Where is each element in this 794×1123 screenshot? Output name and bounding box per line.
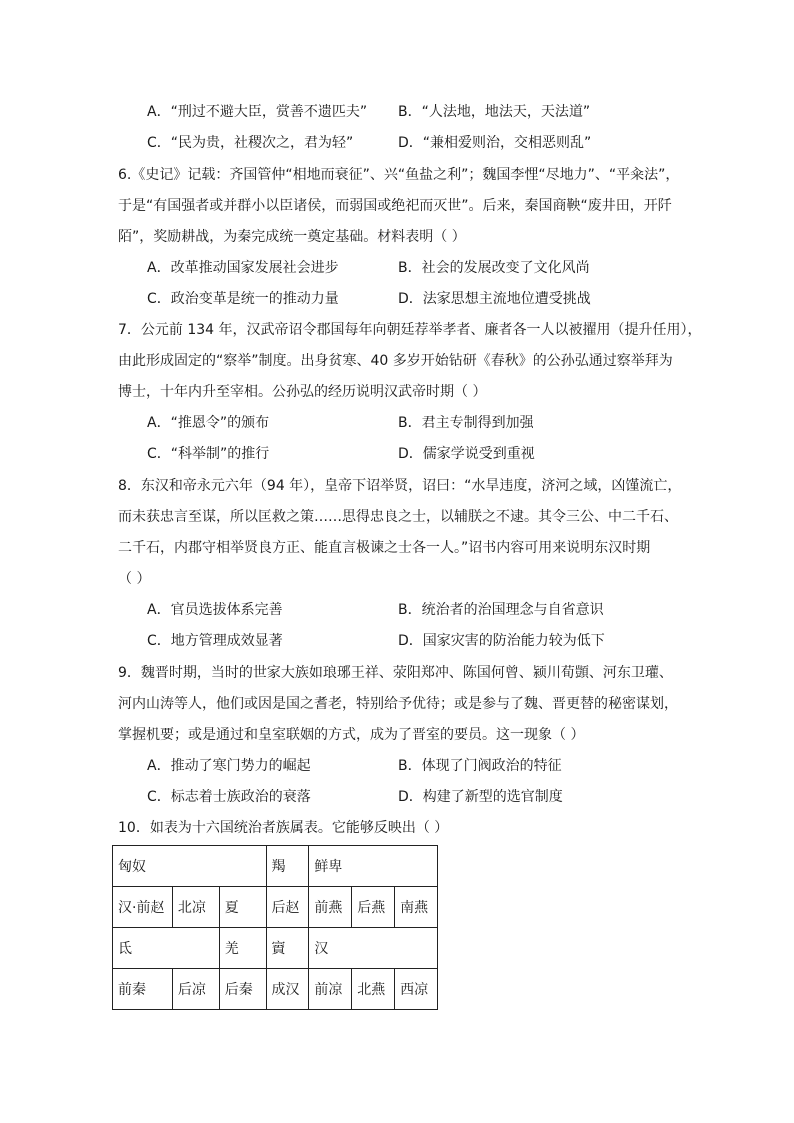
table-cell: 后燕: [352, 887, 395, 928]
q9-option-b: B．体现了门阀政治的特征: [398, 758, 562, 774]
q8-option-b: B．统治者的治国理念与自省意识: [398, 602, 604, 618]
q9-option-a: A．推动了寒门势力的崛起: [147, 758, 311, 774]
table-cell: 后赵: [266, 887, 309, 928]
q8-stem-line-1: 8．东汉和帝永元六年（94 年），皇帝下诏举贤，诏曰：“水旱违度，济河之域，凶馑流亡，: [118, 478, 682, 494]
q9-option-d: D．构建了新型的选官制度: [398, 789, 563, 805]
q5-option-c: C．“民为贵，社稷次之，君为轻”: [147, 135, 354, 151]
q7-option-d: D．儒家学说受到重视: [398, 446, 535, 462]
table-cell: 賨: [266, 928, 309, 969]
q9-option-c: C．标志着士族政治的衰落: [147, 789, 311, 805]
q6-stem-line-2: 于是“有国强者或并群小以臣诸侯，而弱国或绝祀而灭世”。后来，秦国商鞅“废井田，开阡: [118, 198, 672, 214]
table-cell: 西凉: [395, 969, 438, 1010]
q8-stem-line-3: 二千石，内郡守相举贤良方正、能直言极谏之士各一人。”诏书内容可用来说明东汉时期: [118, 540, 651, 556]
table-cell: 汉: [309, 928, 438, 969]
tribe-table: [112, 845, 438, 1010]
q5-option-a: A．“刑过不避大臣，赏善不遗匹夫”: [147, 104, 368, 120]
table-cell: 汉·前赵: [113, 887, 173, 928]
table-cell: 鲜卑: [309, 846, 438, 887]
table-cell: 成汉: [266, 969, 309, 1010]
table-cell: 前凉: [309, 969, 352, 1010]
q8-option-d: D．国家灾害的防治能力较为低下: [398, 633, 605, 649]
q9-stem-line-1: 9．魏晋时期，当时的世家大族如琅琊王祥、荥阳郑冲、陈国何曾、颍川荀顗、河东卫瓘、: [118, 665, 673, 681]
q6-stem-line-3: 陌”，奖励耕战，为秦完成统一奠定基础。材料表明（ ）: [118, 229, 466, 245]
table-cell: 后凉: [172, 969, 219, 1010]
q6-option-c: C．政治变革是统一的推动力量: [147, 291, 339, 307]
table-cell: 北燕: [352, 969, 395, 1010]
table-cell: 羯: [266, 846, 309, 887]
table-row: [113, 887, 438, 928]
q7-stem-line-3: 博士，十年内升至宰相。公孙弘的经历说明汉武帝时期（ ）: [118, 384, 487, 400]
table-row: [113, 969, 438, 1010]
table-cell: 氐: [113, 928, 220, 969]
q7-stem-line-1: 7．公元前 134 年，汉武帝诏令郡国每年向朝廷荐举孝者、廉者各一人以被擢用（提升任用），: [118, 322, 702, 338]
q7-option-a: A．“推恩令”的颁布: [147, 415, 270, 431]
q8-option-c: C．地方管理成效显著: [147, 633, 283, 649]
q5-option-b: B．“人法地，地法天，天法道”: [398, 104, 591, 120]
table-row: [113, 928, 438, 969]
table-cell: 后秦: [219, 969, 266, 1010]
table-cell: 匈奴: [113, 846, 267, 887]
q6-option-a: A．改革推动国家发展社会进步: [147, 260, 339, 276]
q6-stem-line-1: 6.《史记》记载：齐国管仲“相地而衰征”、兴“鱼盐之利”；魏国李悝“尽地力”、“平籴法”，: [118, 167, 680, 183]
q9-stem-line-2: 河内山涛等人，他们或因是国之耆老，特别给予优待；或是参与了魏、晋更替的秘密谋划，: [118, 696, 678, 712]
q5-option-d: D．“兼相爱则治，交相恶则乱”: [398, 135, 592, 151]
table-cell: 前秦: [113, 969, 173, 1010]
q10-stem: 10．如表为十六国统治者族属表。它能够反映出（ ）: [118, 820, 449, 836]
table-cell: 羌: [219, 928, 266, 969]
table-row: [113, 846, 438, 887]
q6-option-b: B．社会的发展改变了文化风尚: [398, 260, 590, 276]
q7-option-c: C．“科举制”的推行: [147, 446, 270, 462]
table-cell: 前燕: [309, 887, 352, 928]
q7-stem-line-2: 由此形成固定的“察举”制度。出身贫寒、40 多岁开始钻研《春秋》的公孙弘通过察举拜为: [118, 353, 673, 369]
q8-stem-line-2: 而未获忠言至谋，所以匡救之策……思得忠良之士，以辅朕之不逮。其令三公、中二千石、: [118, 509, 678, 525]
q8-stem-line-4: （ ）: [118, 571, 151, 587]
table-cell: 南燕: [395, 887, 438, 928]
q9-stem-line-3: 掌握机要；或是通过和皇室联姻的方式，成为了晋室的要员。这一现象（ ）: [118, 727, 585, 743]
table-cell: 夏: [219, 887, 266, 928]
table-cell: 北凉: [172, 887, 219, 928]
q6-option-d: D．法家思想主流地位遭受挑战: [398, 291, 591, 307]
q8-option-a: A．官员选拔体系完善: [147, 602, 283, 618]
q7-option-b: B．君主专制得到加强: [398, 415, 534, 431]
